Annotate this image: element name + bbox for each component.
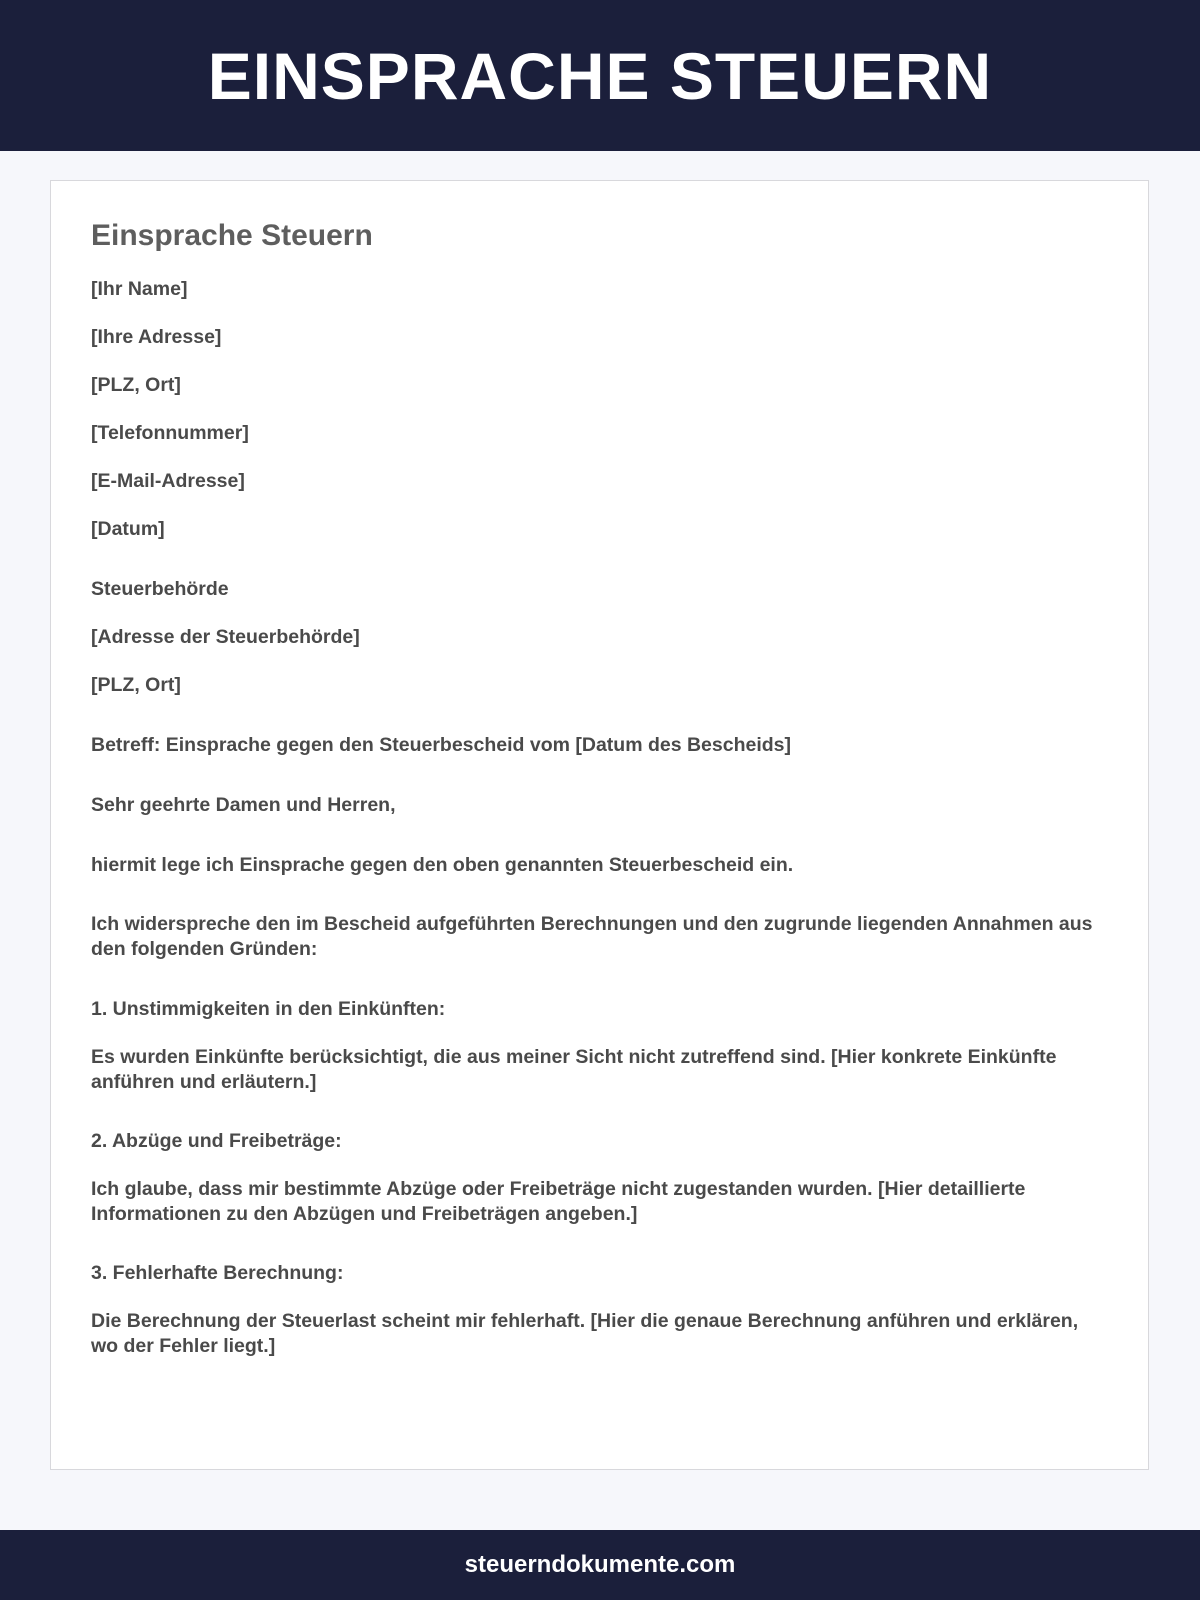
- header-title: EINSPRACHE STEUERN: [207, 38, 993, 113]
- sender-plz-ort: [PLZ, Ort]: [91, 374, 181, 396]
- point-3-text: Die Berechnung der Steuerlast scheint mir fehlerhaft. [Hier die genaue Berechnung anführen und erklären, wo der Fehler liegt.]: [91, 1310, 1079, 1357]
- reason-intro-paragraph: Ich widerspreche den im Bescheid aufgeführten Berechnungen und den zugrunde liegenden Annahmen aus den folgenden Gründen:: [91, 913, 1093, 960]
- sender-phone: [Telefonnummer]: [91, 422, 249, 444]
- letter-date: [Datum]: [91, 518, 165, 540]
- page-header: [0, 0, 1200, 151]
- document-card: [50, 180, 1149, 1470]
- point-3-heading: 3. Fehlerhafte Berechnung:: [91, 1262, 344, 1284]
- point-2-text: Ich glaube, dass mir bestimmte Abzüge oder Freibeträge nicht zugestanden wurden. [Hier detaillierte Informationen zu den Abzügen und Freibeträgen angeben.]: [91, 1178, 1026, 1225]
- recipient-address: [Adresse der Steuerbehörde]: [91, 626, 360, 648]
- recipient-plz-ort: [PLZ, Ort]: [91, 674, 181, 696]
- point-2-heading: 2. Abzüge und Freibeträge:: [91, 1130, 342, 1152]
- document-title: Einsprache Steuern: [91, 219, 373, 252]
- sender-address: [Ihre Adresse]: [91, 326, 222, 348]
- footer-site-link[interactable]: steuerndokumente.com: [464, 1551, 736, 1578]
- point-1-heading: 1. Unstimmigkeiten in den Einkünften:: [91, 998, 446, 1020]
- page-footer: [0, 1530, 1200, 1600]
- sender-email: [E-Mail-Adresse]: [91, 470, 245, 492]
- intro-paragraph: hiermit lege ich Einsprache gegen den oben genannten Steuerbescheid ein.: [91, 854, 794, 876]
- subject-line: Betreff: Einsprache gegen den Steuerbescheid vom [Datum des Bescheids]: [91, 734, 792, 756]
- point-1-text: Es wurden Einkünfte berücksichtigt, die aus meiner Sicht nicht zutreffend sind. [Hier konkrete Einkünfte anführen und erläutern.]: [91, 1046, 1057, 1093]
- sender-name: [Ihr Name]: [91, 278, 188, 300]
- salutation: Sehr geehrte Damen und Herren,: [91, 794, 396, 816]
- recipient-name: Steuerbehörde: [91, 578, 229, 600]
